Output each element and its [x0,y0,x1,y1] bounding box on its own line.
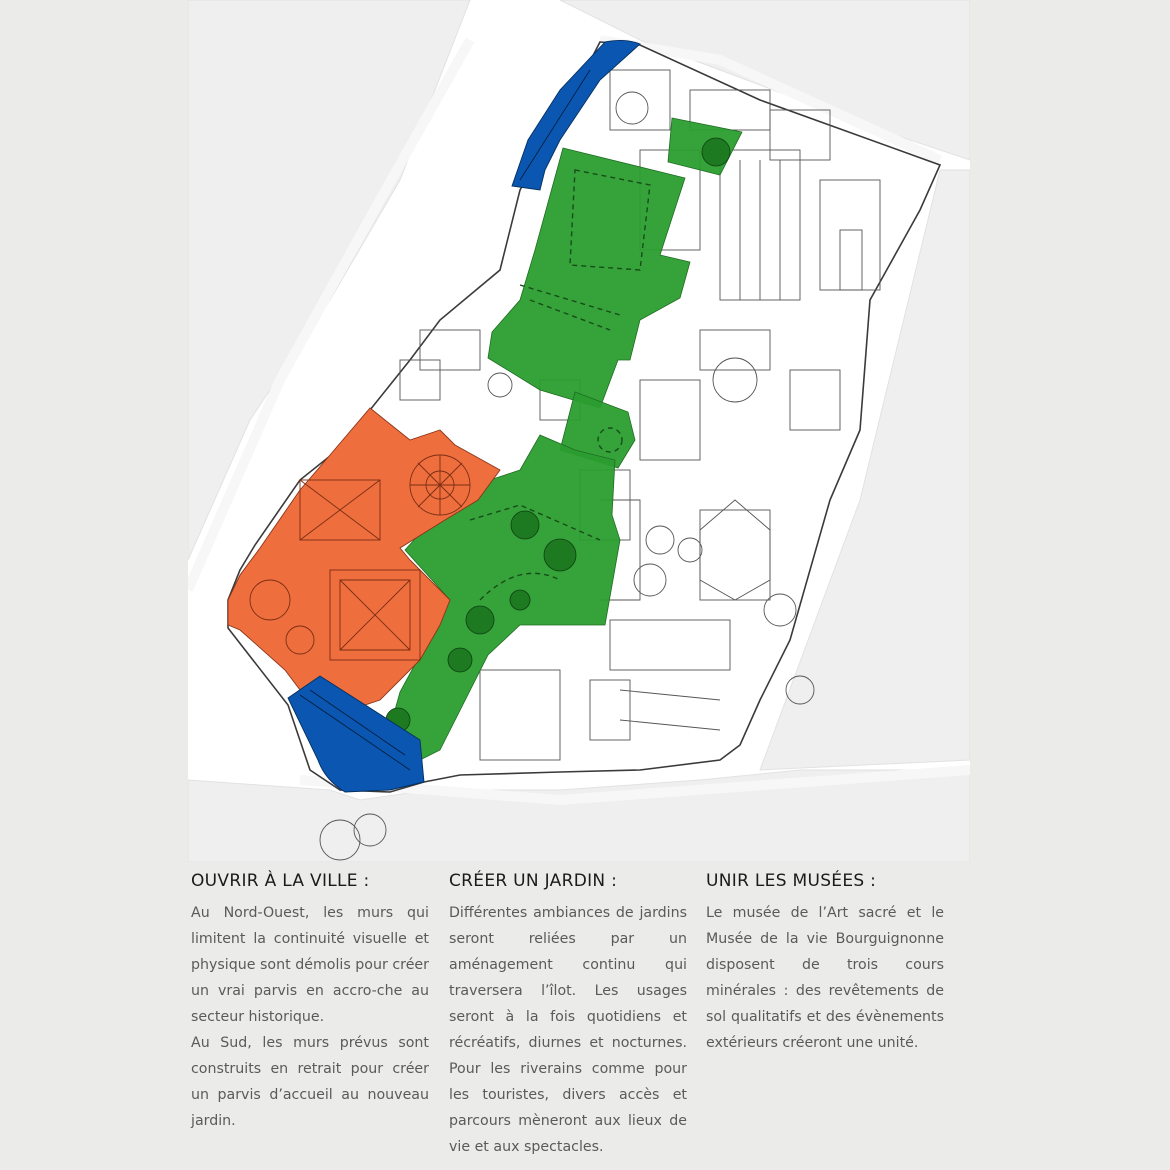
column-title: UNIR LES MUSÉES : [706,871,877,891]
column-paragraph: Le musée de l’Art sacré et le Musée de la vie Bourguignonne disposent de trois cours minérales : des revêtements de sol qualitatifs et des évènements extérieurs créeront une unité. [706,904,944,1051]
column-paragraph: Différentes ambiances de jardins seront reliées par un aménagement continu qui traversera l’îlot. Les usages seront à la fois quotidiens et récréatifs, diurnes et nocturnes. Pour les riverains comme pour les touristes, divers accès et parcours mèneront aux lieux de vie et aux spectacles. [449,904,687,1155]
column-paragraph: Au Sud, les murs prévus sont construits en retrait pour créer un parvis d’accueil au nouveau jardin. [191,1034,429,1129]
column-unir-les-musees [706,872,944,1056]
text-columns [188,862,970,1170]
column-paragraph: Au Nord-Ouest, les murs qui limitent la continuité visuelle et physique sont démolis pour créer un vrai parvis en accro-che au secteur historique. [191,904,429,1025]
site-plan-map [188,0,970,862]
column-title: OUVRIR À LA VILLE : [191,871,370,891]
column-ouvrir-a-la-ville [191,872,429,1134]
column-title: CRÉER UN JARDIN : [449,871,618,891]
column-creer-un-jardin [449,872,687,1160]
